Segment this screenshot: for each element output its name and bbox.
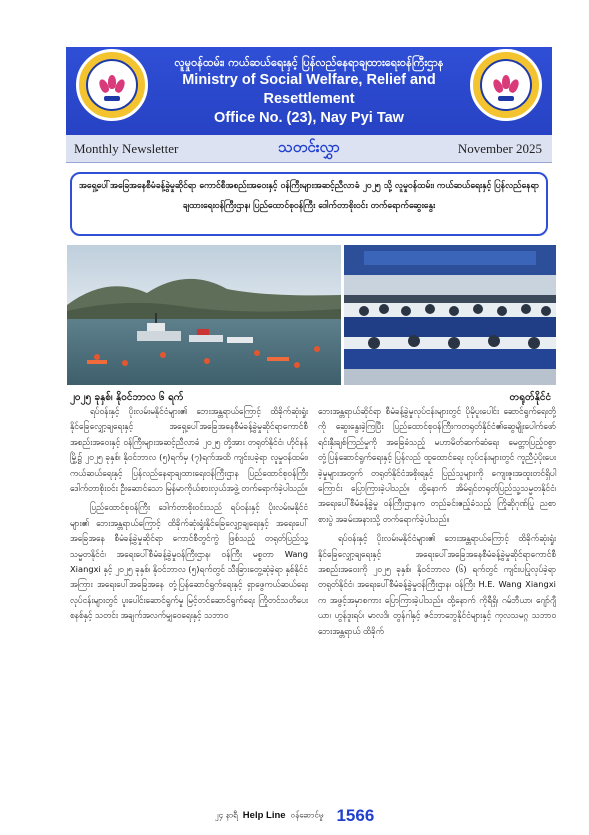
ministry-name-myanmar: လူမှုဝန်ထမ်း၊ ကယ်ဆယ်ရေးနှင့် ပြန်လည်နေရာချထားရေးဝန်ကြီးဌာန — [174, 56, 444, 69]
article-headline: အရှေ့ပေါ်အခြေအနေစီမံခန့်ခွဲမှုဆိုင်ရာ ကောင်စီအစည်းအဝေးနှင့် ဝန်ကြီးများအဆင့်ညီလာခံ ၂၀၂၅ သို့ လူမှုဝန်ထမ်း၊ ကယ်ဆယ်ရေးနှင့် ပြန်လည်နေရာချထားရေးဝန်ကြီးဌာန၊ ပြည်ထောင်စုဝန်ကြီး ဒေါက်တာစိုးဝင်း တက်ရောက်ဆွေးနွေး — [70, 172, 548, 236]
dateline-date: ၂၀၂၅ ခုနှစ်၊ နိုဝင်ဘာလ ၆ ရက် — [70, 392, 184, 403]
newsletter-title: သတင်းလွှာ — [278, 138, 340, 156]
office-address: Office No. (23), Nay Pyi Taw — [214, 110, 404, 126]
helpline-footer — [0, 805, 589, 826]
helpline-prefix: ၂၄ နာရီ — [214, 810, 238, 820]
article-paragraph: ဘေးအန္တရာယ်ဆိုင်ရာ စီမံခန့်ခွဲမှုလုပ်ငန်းများတွင် ပိုမိုပူးပေါင်း ဆောင်ရွက်ရေးတို့ကို ဆွေးနွေးခဲ့ကြပြီး ပြည်ထောင်စုဝန်ကြီးကတရုတ်နိုင်ငံ၏ဆွေမျိုးပေါက်ဖော်ရင်းနှီးချစ်ကြည်မှုကို အခြေခံသည့် မဟာမိတ်ဆက်ဆံရေး မေတ္တာပြည့်ဝစွာ တုံ့ပြန်ဆောင်ရွက်ရေးနှင့် ပြန်လည် ထူထောင်ရေး လုပ်ငန်းများတွင် ကူညီပံ့ပိုးပေးခဲ့မှုများအတွက် တရုတ်နိုင်ငံအစိုးရနှင့် ပြည်သူများကို ကျေးဇူးအထူးတင်ရှိပါကြောင်း ပြောကြားခဲ့ပါသည်။ ထို့နောက် အိမ်ရှင်တရုတ်ပြည်သူ့သမ္မတနိုင်ငံ၊ အရေးပေါ်စီမံခန့်ခွဲမှု ဝန်ကြီးဌာနက တည်ခင်းဧည့်ခံသည့် ကြိုဆိုဂုဏ်ပြု ညစာစားပွဲ အခမ်းအနားသို့ တက်ရောက်ခဲ့ပါသည်။ — [318, 406, 556, 524]
newsletter-header — [66, 47, 552, 135]
newsletter-type: Monthly Newsletter — [74, 141, 179, 156]
ministry-name-english: Ministry of Social Welfare, Relief and Resettlement — [182, 72, 436, 107]
article-paragraph: ပြည်ထောင်စုဝန်ကြီး ဒေါက်တာစိုးဝင်းသည် ရပ်ဝန်းနှင့် ပိုးလမ်းမနိုင်ငံများ၏ ဘေးအန္တရာယ်ကြောင့် ထိခိုက်ဆုံးရှုံးနိုင်ခြေလျှော့ချရေးနှင့် အရေးပေါ်အခြေအနေ စီမံခန့်ခွဲမှုဆိုင်ရာ ကောင်စီတွင်ကွဲ ဖြစ်သည့် တရုတ်ပြည်သူ့သမ္မတနိုင်ငံ၊ အရေးပေါ်စီမံခန့်ခွဲမှုဝန်ကြီးဌာန၊ ဝန်ကြီး မစ္စတာ Wang Xiangxi နှင့် ၂၀၂၅ ခုနှစ်၊ နိုဝင်ဘာလ (၅)ရက်တွင် သီးခြားတွေ့ဆုံခဲ့ရာ နှစ်နိုင်ငံအကြား အရေးပေါ်အခြေအနေ တုံ့ပြန်ဆောင်ရွက်ရေးနှင့် ရှာဖွေကယ်ဆယ်ရေး လုပ်ငန်းများတွင် ပူးပေါင်းဆောင်ရွက်မှု မြင့်တင်ဆောင်ရွက်ရေး ကြိုတင်သတိပေးစနစ်နှင့် သတင်း အချက်အလက်မျှဝေရေးနှင့် သဘာဝ — [70, 502, 308, 621]
helpline-suffix: ဝန်ဆောင်မှု — [290, 810, 324, 820]
helpline-label: Help Line — [242, 810, 286, 821]
ministry-seal-icon — [470, 49, 542, 121]
ministry-seal-icon — [76, 49, 148, 121]
article-paragraph: ရပ်ဝန်းနှင့် ပိုးလမ်းမနိုင်ငံများ၏ ဘေးအန္တရာယ်ကြောင့် ထိခိုက်ဆုံးရှုံးနိုင်ခြေလျှော့ချရေးနှင့် အရှေ့ပေါ်အခြေအနေစီမံခန့်ခွဲမှုဆိုင်ရာကောင်စီ အစည်းအဝေးနှင့် ဝန်ကြီးများအဆင့်ညီလာခံ ၂၀၂၅ တို့အား တရုတ်နိုင်ငံ၊ ဟိုင်နန်မြို့၌ ၂၀၂၅ ခုနှစ်၊ နိုဝင်ဘာလ (၅)ရက်မှ (၇)ရက်အထိ ကျင်းပခဲ့ရာ လူမှုဝန်ထမ်း၊ ကယ်ဆယ်ရေးနှင့် ပြန်လည်နေရာချထားရေးဝန်ကြီးဌာန ပြည်ထောင်စုဝန်ကြီး ဒေါက်တာစိုးဝင်း ဦးဆောင်သော မြန်မာကိုယ်စားလှယ်အဖွဲ့ တက်ရောက်ခဲ့ပါသည်။ — [70, 406, 308, 494]
article-paragraph: ရပ်ဝန်းနှင့် ပိုးလမ်းမနိုင်ငံများ၏ ဘေးအန္တရာယ်ကြောင့် ထိခိုက်ဆုံးရှုံးနိုင်ခြေလျှော့ချရေးနှင့် အရေးပေါ်အခြေအနေစီမံခန့်ခွဲမှုဆိုင်ရာကောင်စီ အစည်းအဝေးကို ၂၀၂၅ ခုနှစ်၊ နိုဝင်ဘာလ (၆) ရက်တွင် ကျင်းပပြုလုပ်ခဲ့ရာ တရုတ်နိုင်ငံ၊ အရေးပေါ်စီမံခန့်ခွဲမှုဝန်ကြီးဌာန၊ ဝန်ကြီး H.E. Wang Xiangxi က အဖွင့်အမှာစကား ပြောကြားခဲ့ပါသည်။ ထို့နောက် ကိုရီရှိ၊ ဂမ်ဘီယာ၊ ဂျော်ဂျီယာ၊ ဟွန်ဒူးရပ်၊ မာလဒိ၊ တွန်ဂါနှင့် ဇင်ဘာဘွေနိုင်ငံများနှင့် ကုလသမဂ္ဂ သဘာဝဘေးအန္တရာယ် ထိခိုက် — [318, 533, 556, 636]
dateline-location: တရုတ်နိုင်ငံ — [509, 392, 551, 403]
helpline-number: 1566 — [336, 805, 375, 825]
conference-hall-photo — [344, 245, 556, 385]
header-title-block — [158, 55, 460, 128]
article-column-right — [318, 404, 556, 643]
rescue-drill-photo — [67, 245, 341, 385]
newsletter-banner — [66, 135, 552, 163]
article-column-left — [70, 404, 308, 628]
issue-date: November 2025 — [457, 141, 542, 156]
